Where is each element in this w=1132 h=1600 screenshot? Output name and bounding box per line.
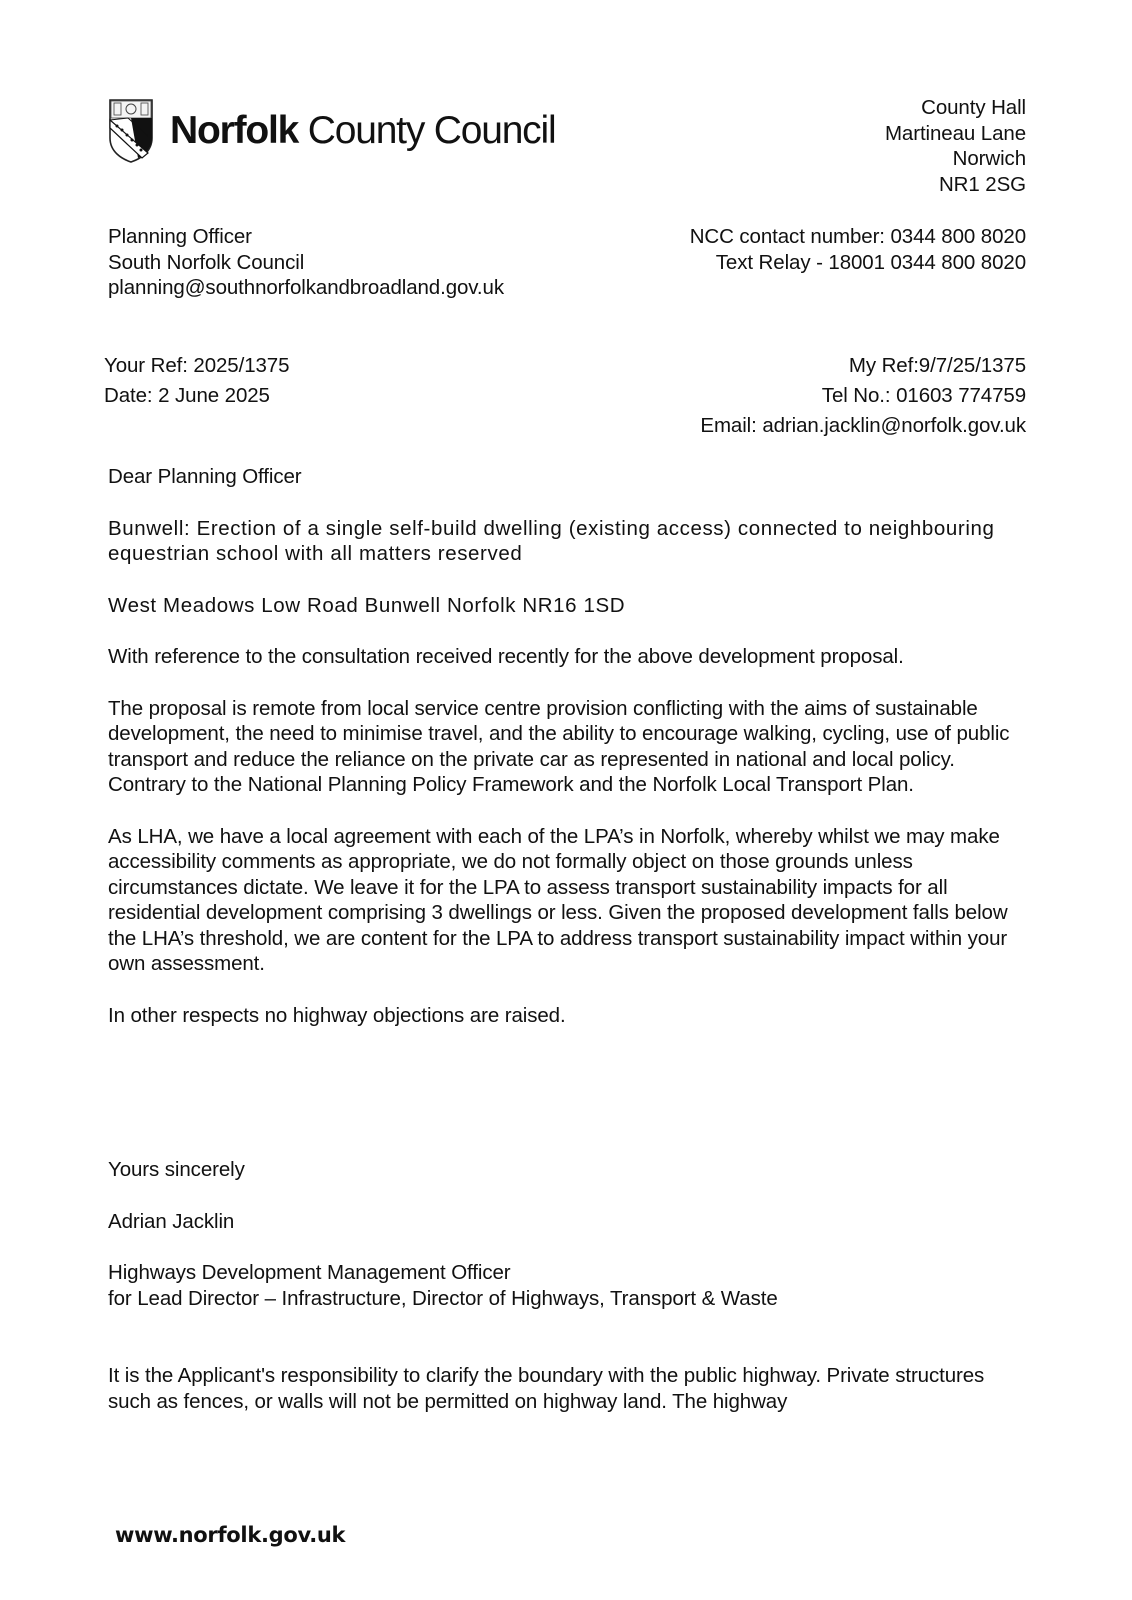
paragraph-consultation: With reference to the consultation received recently for the above development proposal.	[108, 645, 904, 668]
references-left	[104, 351, 289, 411]
council-name-regular: County Council	[298, 109, 556, 152]
text-relay-number: Text Relay - 18001 0344 800 8020	[715, 250, 1026, 274]
council-name-bold: Norfolk	[170, 109, 299, 152]
recipient-organisation: South Norfolk Council	[108, 250, 305, 274]
valediction: Yours sincerely	[108, 1158, 245, 1181]
signatory-name: Adrian Jacklin	[108, 1209, 235, 1233]
contact-numbers	[690, 224, 1026, 275]
recipient-email[interactable]: planning@southnorfolkandbroadland.gov.uk	[108, 276, 504, 299]
ncc-contact-number: NCC contact number: 0344 800 8020	[689, 225, 1026, 248]
my-reference: My Ref:9/7/25/1375	[848, 354, 1026, 377]
paragraph-no-objection: In other respects no highway objections are raised.	[108, 1003, 566, 1027]
letter-closing	[108, 1157, 1028, 1311]
your-reference: Your Ref: 2025/1375	[104, 354, 290, 377]
telephone-number: Tel No.: 01603 774759	[821, 384, 1026, 407]
council-name	[170, 109, 555, 153]
signatory-on-behalf: for Lead Director – Infrastructure, Director of Highways, Transport & Waste	[108, 1286, 778, 1310]
council-website-link[interactable]: www.norfolk.gov.uk	[115, 1523, 346, 1547]
site-address: West Meadows Low Road Bunwell Norfolk NR16 1SD	[108, 593, 626, 617]
council-logo	[108, 96, 555, 166]
address-line: Martineau Lane	[884, 121, 1026, 145]
officer-email[interactable]: Email: adrian.jacklin@norfolk.gov.uk	[700, 414, 1026, 437]
subject-line: Bunwell: Erection of a single self-build dwelling (existing access) connected to neighbouring equestrian school with all matters reserved	[108, 516, 995, 565]
recipient-block	[108, 224, 504, 301]
norfolk-crest-icon	[108, 98, 154, 164]
letter-date: Date: 2 June 2025	[104, 384, 270, 407]
address-line: County Hall	[921, 96, 1026, 119]
letter-body	[108, 464, 1028, 1054]
salutation: Dear Planning Officer	[108, 465, 302, 488]
paragraph-sustainability: The proposal is remote from local service centre provision conflicting with the aims of sustainable development, the need to minimise travel, and the ability to encourage walking, cycling, use of public transport and reduce the reliance on the private car as represented in national and local policy. Contrary to the National Planning Policy Framework and the Norfolk Local Transport Plan.	[108, 696, 1010, 796]
recipient-title: Planning Officer	[108, 225, 252, 248]
sender-address	[885, 95, 1026, 197]
paragraph-lha-agreement: As LHA, we have a local agreement with each of the LPA’s in Norfolk, whereby whilst we may make accessibility comments as appropriate, we do not formally object on those grounds unless circumstances dictate. We leave it for the LPA to assess transport sustainability impacts for all residential development comprising 3 dwellings or less. Given the proposed development falls below the LHA’s threshold, we are content for the LPA to address transport sustainability impact within your own assessment.	[108, 824, 1008, 975]
address-line: Norwich	[952, 147, 1026, 170]
address-line: NR1 2SG	[938, 172, 1026, 196]
highway-boundary-note: It is the Applicant's responsibility to clarify the boundary with the public highway. Private structures such as fences, or walls will not be permitted on highway land. The highway	[108, 1364, 985, 1413]
signatory-job-title: Highways Development Management Officer	[108, 1261, 511, 1284]
references-right	[700, 351, 1026, 441]
